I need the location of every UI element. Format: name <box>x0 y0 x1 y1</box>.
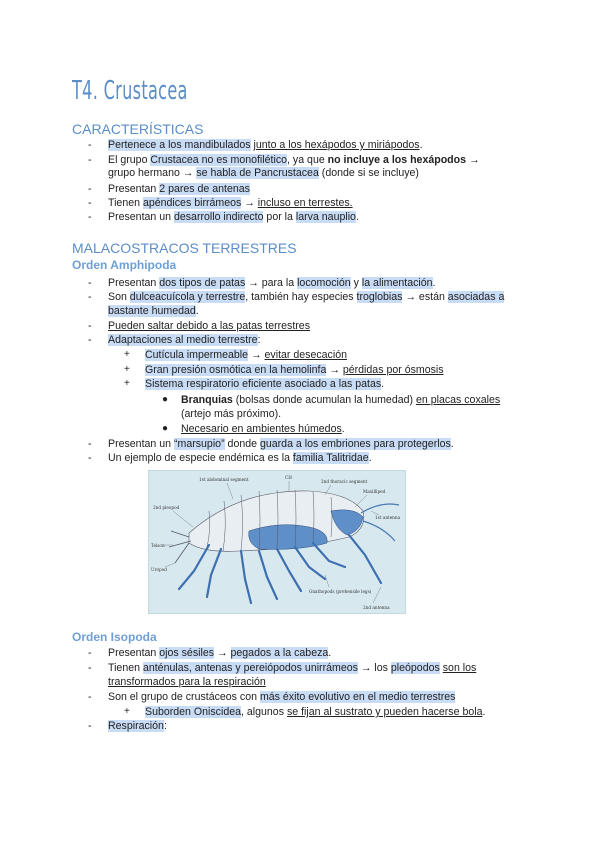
highlight: anténulas, antenas y pereiópodos unirrámeos <box>142 662 358 674</box>
text: Tienen <box>108 197 143 209</box>
page-title: T4. Crustacea <box>72 76 188 106</box>
underline-text: pérdidas por ósmosis <box>342 364 444 376</box>
text: Presentan un <box>108 438 174 450</box>
list-item <box>108 276 435 290</box>
amphipod-illustration <box>148 470 406 614</box>
highlight: ojos sésiles <box>159 647 215 659</box>
bullet-dash: - <box>88 720 92 732</box>
text: El grupo <box>108 154 151 166</box>
bullet-dash: - <box>88 334 92 346</box>
text: Presentan <box>108 277 160 289</box>
bullet-plus: + <box>124 706 130 717</box>
highlight: más éxito evolutivo en el medio terrestres <box>259 691 456 703</box>
highlight: guarda a los embriones para protegerlos <box>259 438 451 450</box>
highlight: asociadas a <box>447 291 505 303</box>
list-item-continuation <box>108 166 419 180</box>
highlight: Adaptaciones al medio terrestre <box>108 334 258 346</box>
underline-text: en placas coxales <box>415 394 501 406</box>
figure-label: CH <box>285 475 292 480</box>
text: Son el grupo de crustáceos con <box>108 691 260 703</box>
text: . <box>482 706 486 718</box>
highlight: Sistema respiratorio eficiente asociado a las patas <box>145 378 382 390</box>
text: (artejo más próximo). <box>181 408 282 420</box>
bold-text: no incluye a los hexápodos <box>327 154 467 166</box>
list-item <box>145 363 444 377</box>
figure-label: Maxilliped <box>363 489 386 494</box>
underline-text: se fijan al sustrato y pueden hacerse bola <box>286 706 483 718</box>
text: Presentan un <box>108 211 174 223</box>
list-item <box>145 705 485 719</box>
text: por la <box>263 211 296 223</box>
list-item-continuation <box>108 304 199 318</box>
text: . <box>368 452 372 464</box>
bullet-dash: - <box>88 154 92 166</box>
highlight: Gran presión osmótica en la hemolinfa <box>145 364 327 376</box>
highlight: larva nauplio <box>295 211 356 223</box>
text: → <box>466 154 480 166</box>
text: → <box>214 647 231 659</box>
underline-text: Pueden saltar debido a las patas terrestres <box>108 320 310 332</box>
bullet-dash: - <box>88 647 92 659</box>
highlight: bastante humedad <box>108 305 196 317</box>
section-heading-caracteristicas: CARACTERÍSTICAS <box>72 121 204 137</box>
figure-label: 2nd pleopod <box>153 505 180 510</box>
highlight: locomoción <box>297 277 351 289</box>
highlight: la alimentación <box>361 277 433 289</box>
text: → para la <box>245 277 298 289</box>
text: grupo hermano → <box>108 167 197 179</box>
figure-label: 2nd antenna <box>363 605 390 610</box>
subsection-heading-amphipoda: Orden Amphipoda <box>72 258 177 272</box>
text: . <box>341 423 345 435</box>
bullet-dash: - <box>88 183 92 195</box>
highlight: dos tipos de patas <box>159 277 246 289</box>
bullet-dash: - <box>88 691 92 703</box>
text: (donde si se incluye) <box>318 167 419 179</box>
highlight: apéndices birrámeos <box>142 197 242 209</box>
list-item <box>108 437 454 451</box>
section-heading-malacostracos: MALACOSTRACOS TERRESTRES <box>72 240 297 256</box>
underline-text: incluso en terrestes. <box>257 197 353 209</box>
underline-text: Necesario en ambientes húmedos <box>181 423 342 435</box>
list-item <box>108 451 372 465</box>
list-item <box>108 333 261 347</box>
highlight: desarrollo indirecto <box>173 211 264 223</box>
amphipod-drawing <box>149 471 405 613</box>
text: . <box>355 211 359 223</box>
highlight: Pertenece a los mandibulados <box>108 139 251 151</box>
text: , también hay especies <box>245 291 357 303</box>
list-item <box>181 393 500 407</box>
bullet-dash: - <box>88 277 92 289</box>
text: . <box>328 647 332 659</box>
underline-text: junto a los hexápodos y miriápodos <box>253 139 420 151</box>
text: : <box>257 334 261 346</box>
text: Presentan <box>108 647 160 659</box>
highlight: Cutícula impermeable <box>145 349 249 361</box>
bullet-dash: - <box>88 438 92 450</box>
list-item <box>108 319 310 333</box>
text: : <box>163 720 167 732</box>
text: → están <box>402 291 448 303</box>
bullet-dash: - <box>88 211 92 223</box>
highlight: familia Talitridae <box>292 452 369 464</box>
figure-label: Uropod <box>151 567 167 572</box>
subsection-heading-isopoda: Orden Isopoda <box>72 630 157 644</box>
list-item-continuation <box>181 407 281 421</box>
underline-text: transformados para la respiración <box>108 676 266 688</box>
highlight: pegados a la cabeza <box>230 647 329 659</box>
bullet-dot: ● <box>162 394 169 405</box>
bullet-dash: - <box>88 197 92 209</box>
highlight: “marsupio” <box>173 438 225 450</box>
highlight: troglobias <box>356 291 403 303</box>
text: , ya que <box>287 154 328 166</box>
text: Tienen <box>108 662 143 674</box>
figure-label: Telson <box>151 543 165 548</box>
highlight: Suborden Oniscidea <box>145 706 241 718</box>
text: → los <box>357 662 391 674</box>
list-item <box>145 377 384 391</box>
text: . <box>419 139 423 151</box>
list-item <box>108 290 504 304</box>
highlight: 2 pares de antenas <box>159 183 250 195</box>
highlight: pleópodos <box>390 662 440 674</box>
underline-text: son los <box>442 662 477 674</box>
list-item <box>181 422 345 436</box>
bullet-dot: ● <box>162 423 169 434</box>
list-item <box>108 153 480 167</box>
figure-label: Gnathopods (prehensile legs) <box>309 589 372 594</box>
text: . <box>381 378 385 390</box>
text: y <box>350 277 362 289</box>
text: → <box>241 197 258 209</box>
highlight: dulceacuícola y terrestre <box>129 291 246 303</box>
highlight: se habla de Pancrustacea <box>196 167 319 179</box>
text: . <box>450 438 454 450</box>
text: donde <box>224 438 260 450</box>
figure-label: 1st antenna <box>375 515 401 520</box>
list-item <box>108 182 250 196</box>
text: Presentan <box>108 183 160 195</box>
bullet-dash: - <box>88 662 92 674</box>
bullet-plus: + <box>124 349 130 360</box>
list-item <box>108 646 331 660</box>
figure-label: 2nd thoracic segment <box>321 479 368 484</box>
bold-text: Branquias <box>181 394 233 406</box>
text: → <box>248 349 265 361</box>
bullet-plus: + <box>124 364 130 375</box>
text: Son <box>108 291 130 303</box>
text: . <box>432 277 436 289</box>
list-item <box>108 138 423 152</box>
bullet-plus: + <box>124 378 130 389</box>
list-item <box>108 690 455 704</box>
highlight: Respiración <box>108 720 164 732</box>
list-item-continuation <box>108 675 266 689</box>
bullet-dash: - <box>88 291 92 303</box>
list-item <box>108 719 167 733</box>
list-item <box>145 348 347 362</box>
underline-text: evitar desecación <box>264 349 347 361</box>
list-item <box>108 661 476 675</box>
text: Un ejemplo de especie endémica es la <box>108 452 293 464</box>
bullet-dash: - <box>88 320 92 332</box>
figure-label: 1st abdominal segment <box>199 477 249 482</box>
bullet-dash: - <box>88 139 92 151</box>
text: (bolsas donde acumulan la humedad) <box>232 394 416 406</box>
text: , algunos <box>241 706 287 718</box>
text: → <box>326 364 343 376</box>
bullet-dash: - <box>88 452 92 464</box>
list-item <box>108 196 353 210</box>
text: . <box>195 305 199 317</box>
list-item <box>108 210 359 224</box>
highlight: Crustacea no es monofilético <box>150 154 288 166</box>
